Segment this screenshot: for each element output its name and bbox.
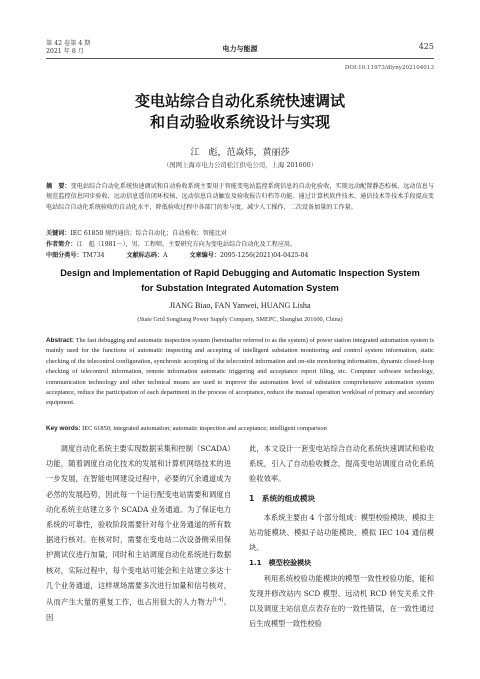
- article-number-value: 2095-1256(2021)04-0425-04: [219, 252, 309, 259]
- header-volume: 第 42 卷第 4 期: [46, 40, 91, 47]
- subsection-1-1-text: 利用系统校验功能模块的模型一致性校验功能，能和发现并修改站内 SCD 模型、远动机 RCD 转发关系文件以及调度主站信息点表存在的一致性错误，在一致性通过后生成模型一致性校验: [249, 573, 434, 629]
- header-journal-name: 电力与能源: [222, 45, 258, 53]
- affiliation-english: (State Grid Songjiang Power Supply Company, SMEPC, Shanghai 201600, China): [137, 316, 343, 323]
- doi: DOI:10.11973/dlyny202104013: [344, 65, 434, 71]
- body-column-right: [249, 441, 434, 631]
- section-1-heading: 1 系统的组成模块: [249, 493, 316, 503]
- keywords-english-text: IEC 61850; integrated automation; automatic inspection and acceptance; intelligent comparison: [82, 425, 327, 432]
- header-date: 2021 年 8 月: [46, 48, 84, 55]
- clc-label: 中图分类号：: [46, 252, 83, 259]
- header-page-number: 425: [418, 42, 434, 51]
- title-english-line-1: Design and Implementation of Rapid Debugging and Automatic Inspection System: [60, 268, 420, 278]
- keywords-chinese-label: 关键词：: [46, 230, 71, 237]
- title-chinese: [0, 91, 480, 133]
- doc-code-label: 文献标志码：: [126, 252, 164, 259]
- abstract-english-label: Abstract:: [46, 337, 75, 344]
- abstract-english-text: The fast debugging and automatic inspection system (hereinafter referred to as the system) of power station integrated automation system is mainly used for the functions of automatic inspecting and accepting of intelligent substation monitoring and control system information, static checking of the telecontrol configuration, synchronic accepting of the telecontrol information and on-site monitoring information, dynamic closed-loop checking of telecontrol information, remote information automatic triggering and acceptance report filing, etc. Computer software technology, communication technology and other technical means are used to improve the automation level of substation comprehensive automation system acceptance, reduce the participation of each department in the process of acceptance, reduce the manual operation workload of primary and secondary equipment.: [46, 337, 435, 407]
- article-number-label: 文章编号：: [189, 252, 220, 259]
- intro-continuation: 此，本文设计一套变电站综合自动化系统快速调试和验收系统，引入了自动验收概念，提高变电站调度自动化系统验收效率。: [249, 444, 434, 484]
- citation-ref: [1-4]: [212, 598, 224, 604]
- keywords-chinese: [46, 228, 434, 237]
- author-bio: [46, 239, 434, 248]
- abstract-chinese-label: 摘 要：: [46, 183, 71, 190]
- title-english: [0, 266, 480, 296]
- authors-chinese: 江 彪，范焱炜，黄丽莎: [190, 148, 290, 158]
- intro-text: 调度自动化系统主要实现数据采集和控制（SCADA）功能，随着调度自动化技术的发展和计算机网络技术的进一步发展，在智能电网建设过程中，必要的冗余通道成为必然的发展趋势，因此每一个运行配变电站需要和调度自动化系统主站建立多个 SCADA 业务通道。为了保证电力系统的可靠性，验收阶段需要针对每个业务通道的所有数据进行核对。在核对时，需要在变电站二次设备侧采用保护测试仪进行加量，同时和主站调度自动化系统进行数据核对，实际过程中，每个变电站可能会和主站建立多达十几个业务通道，这样规场需要多次进行加量和信号核对，从而产生大量的重复工作，也占用很大的人力物力: [46, 444, 231, 607]
- title-chinese-line-2: 和自动验收系统设计与实现: [149, 113, 330, 131]
- intro-paragraph: [46, 441, 231, 625]
- keywords-english: [46, 425, 434, 432]
- keywords-chinese-text: IEC 61850 规约通信；综合自动化；自动验收；智能比对: [70, 230, 228, 237]
- title-english-line-2: for Substation Integrated Automation System: [141, 283, 339, 293]
- classification-line: [46, 250, 434, 259]
- keywords-english-label: Key words:: [46, 425, 81, 432]
- authors-english: JIANG Biao, FAN Yanwei, HUANG Lisha: [169, 301, 311, 310]
- section-1-text: 本系统主要由 4 个部分组成：模型校验模块、模拟主站功能模块、模拟子站功能模块、模拟 IEC 104 通信模块。: [249, 512, 434, 553]
- subsection-1-1-heading: 1.1 模型校验模块: [249, 558, 312, 568]
- author-bio-label: 作者简介：: [46, 241, 77, 248]
- abstract-english: [46, 336, 434, 409]
- author-bio-text: 江 彪（1981－），男，工程师，主要研究方向为变电站综合自动化及工程应用。: [76, 241, 297, 248]
- clc-value: TM734: [82, 252, 105, 259]
- title-chinese-line-1: 变电站综合自动化系统快速调试: [134, 92, 345, 110]
- body-column-left: [46, 441, 231, 625]
- affiliation-chinese: （国网上海市电力公司松江供电公司，上海 201600）: [162, 161, 318, 169]
- intro-tail: 。因: [46, 597, 232, 622]
- abstract-chinese: [46, 182, 434, 213]
- doc-code-value: A: [163, 252, 168, 259]
- abstract-chinese-text: 变电站综合自动化系统快速调试和自动验收系统主要用于智能变电站监控系统信息的自动化验收，实现远动配置静态校核、远动信息与规范监控信息同步验收、远动信息遥信闭环校核、远动信息自动触发及验收报告归档等功能。通过计算机软件技术、通信技术等技术手段提高变电站综合自动化系统验收的自动化水平，降低验收过程中各部门的参与度，减少人工操作，二次设备加量的工作量。: [46, 183, 435, 211]
- header-divider: [46, 58, 434, 59]
